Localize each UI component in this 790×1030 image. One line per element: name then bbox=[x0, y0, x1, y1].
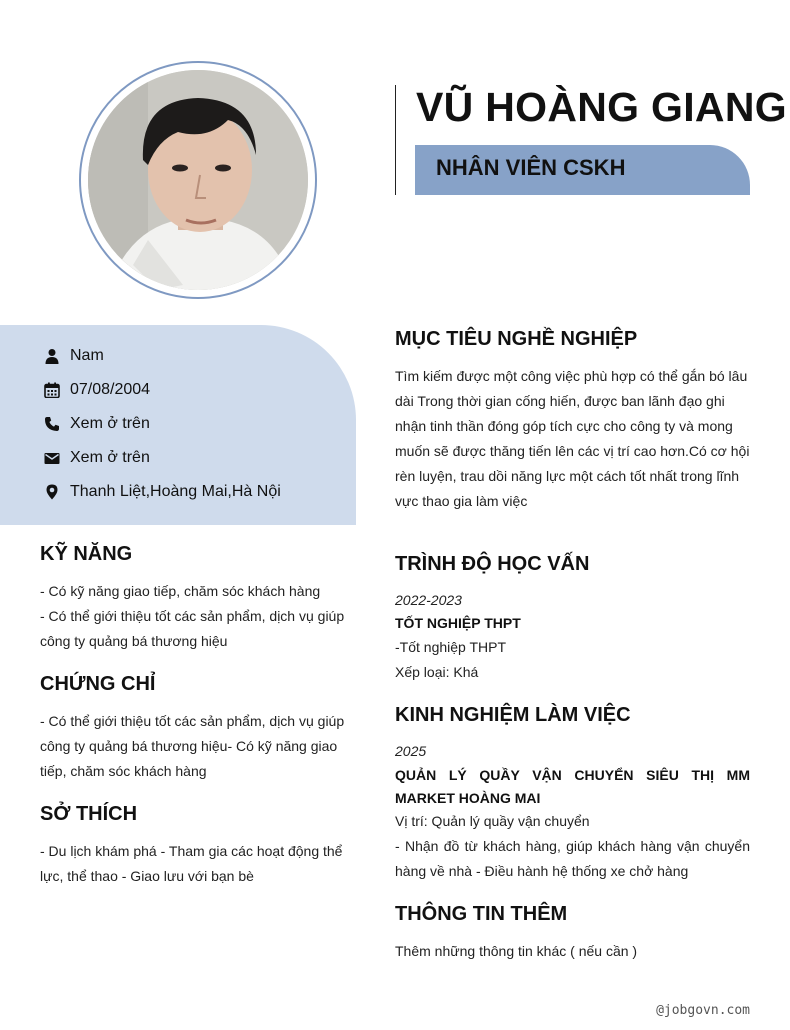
skill-item: - Có kỹ năng giao tiếp, chăm sóc khách hàng bbox=[40, 583, 321, 599]
phone-icon bbox=[44, 416, 60, 432]
education-period: 2022-2023 bbox=[395, 592, 462, 608]
phone-text: Xem ở trên bbox=[70, 415, 150, 432]
contact-phone bbox=[44, 412, 150, 436]
experience-company: QUẢN LÝ QUẦY VẬN CHUYỂN SIÊU THỊ MM MARKET HOÀNG MAI bbox=[395, 767, 750, 806]
job-title: NHÂN VIÊN CSKH bbox=[436, 155, 626, 180]
gender-text: Nam bbox=[70, 347, 104, 364]
skills-heading: KỸ NĂNG bbox=[40, 543, 133, 565]
education-school: TỐT NGHIỆP THPT bbox=[395, 615, 521, 631]
contact-email bbox=[44, 446, 150, 470]
education-line: -Tốt nghiệp THPT bbox=[395, 639, 507, 655]
skills-list bbox=[40, 579, 350, 654]
experience-heading: KINH NGHIỆM LÀM VIỆC bbox=[395, 704, 631, 726]
email-text: Xem ở trên bbox=[70, 449, 150, 466]
avatar-photo bbox=[88, 70, 308, 290]
contact-gender bbox=[44, 344, 104, 368]
experience-position: Vị trí: Quản lý quầy vận chuyển bbox=[395, 813, 590, 829]
candidate-name: VŨ HOÀNG GIANG bbox=[416, 84, 787, 130]
education-grade: Xếp loại: Khá bbox=[395, 664, 479, 680]
objective-heading: MỤC TIÊU NGHỀ NGHIỆP bbox=[395, 328, 638, 350]
person-icon bbox=[44, 348, 60, 364]
address-text: Thanh Liệt,Hoàng Mai,Hà Nội bbox=[70, 483, 281, 500]
mail-icon bbox=[44, 450, 60, 466]
hobbies-heading: SỞ THÍCH bbox=[40, 803, 138, 825]
experience-description: - Nhận đồ từ khách hàng, giúp khách hàng vận chuyển hàng về nhà - Điều hành hệ thống xe chở hàng bbox=[395, 838, 750, 879]
more-info-text: Thêm những thông tin khác ( nếu cần ) bbox=[395, 943, 638, 959]
contact-address bbox=[44, 480, 281, 504]
skill-item: - Có thể giới thiệu tốt các sản phẩm, dịch vụ giúp công ty quảng bá thương hiệu bbox=[40, 608, 345, 649]
certificates-text: - Có thể giới thiệu tốt các sản phẩm, dịch vụ giúp công ty quảng bá thương hiệu- Có kỹ năng giao tiếp, chăm sóc khách hàng bbox=[40, 713, 345, 779]
contact-birthday bbox=[44, 378, 150, 402]
calendar-icon bbox=[44, 382, 60, 398]
objective-text: Tìm kiếm được một công việc phù hợp có thể gắn bó lâu dài Trong thời gian cống hiến, được ban lãnh đạo ghi nhận tinh thần đóng góp tích cực cho công ty và mong muốn sẽ được thăng tiến lên các vị trí cao hơn.Có cơ hội rèn luyện, trau dồi năng lực một cách tốt nhất trong lĩnh vực thao gia làm việc bbox=[395, 368, 750, 509]
certificates-heading: CHỨNG CHỈ bbox=[40, 673, 156, 695]
experience-period: 2025 bbox=[395, 743, 427, 759]
footer-watermark: @jobgovn.com bbox=[656, 1003, 750, 1018]
location-pin-icon bbox=[44, 484, 60, 500]
avatar bbox=[88, 70, 308, 290]
birthday-text: 07/08/2004 bbox=[70, 381, 151, 398]
name-divider bbox=[395, 85, 396, 195]
education-heading: TRÌNH ĐỘ HỌC VẤN bbox=[395, 553, 590, 575]
more-info-heading: THÔNG TIN THÊM bbox=[395, 903, 568, 925]
hobbies-text: - Du lịch khám phá - Tham gia các hoạt động thể lực, thể thao - Giao lưu với bạn bè bbox=[40, 843, 343, 884]
